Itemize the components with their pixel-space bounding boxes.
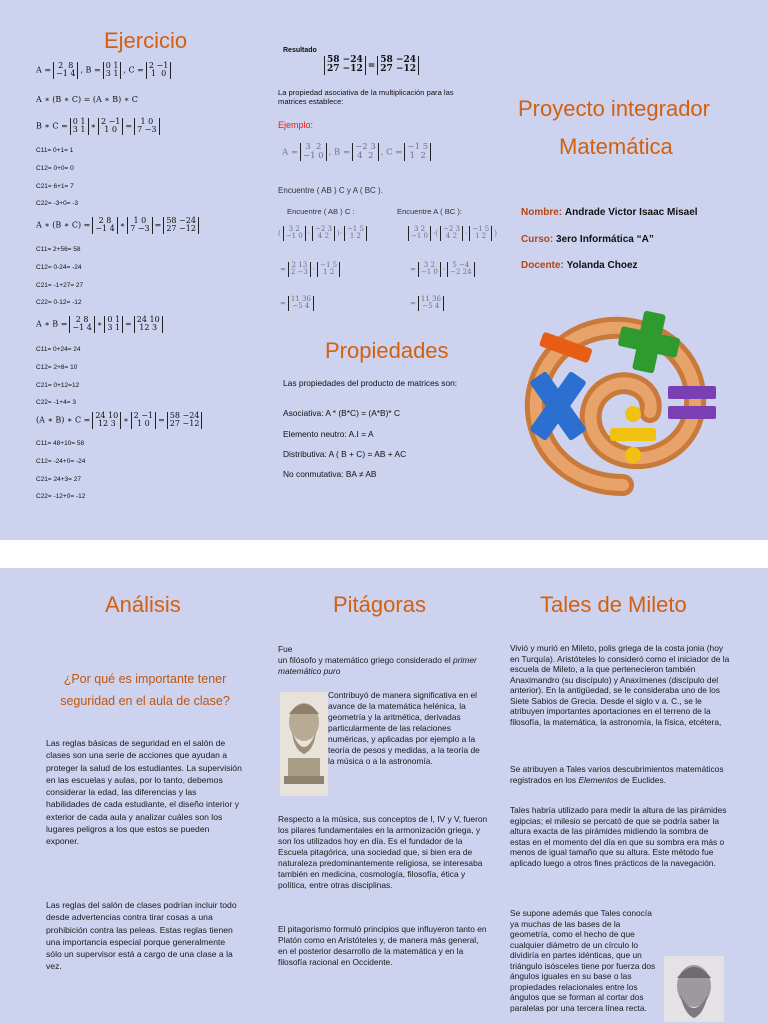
pitagoras-title: Pitágoras [333, 592, 426, 617]
step-line: C12= -24+0= -24 [36, 458, 86, 465]
pitagoras-intro-c: primer matemático puro [278, 655, 477, 676]
tales-p2-b: Elementos [578, 774, 619, 785]
step-line: C22= 0-12= -12 [36, 299, 82, 306]
pitagoras-intro-a: Fue [278, 644, 293, 654]
step-line: C11= 2+56= 58 [36, 246, 81, 253]
cover-title-line2: Matemática [559, 134, 673, 159]
nombre-row [521, 207, 698, 218]
associative-statement: A ∗ (B ∗ C) = (A ∗ B) ∗ C [36, 95, 138, 104]
analisis-title: Análisis [105, 592, 181, 617]
tales-paragraph-2 [510, 764, 730, 785]
resultado-equation: 58 −24 27 −12 = 58 −24 27 −12 [322, 56, 421, 75]
step-line: C21= 0+12=12 [36, 382, 80, 389]
example-matrices: A = 3 2 −1 0 , B = −2 3 4 2 , C = −1 5 1 2 [282, 143, 433, 161]
col2-label: Encuentre A ( BC ): [397, 207, 462, 216]
analisis-paragraph-2: Las reglas del salón de clases podrían incluir todo desde advertencias contra tirar cosas a una prohibición contra las peleas. Estas reglas tienen una importancia especial porque generalmente sólo un supervisor está a cargo de una clase a la vez. [46, 900, 237, 972]
step-line: C12= 2+8= 10 [36, 364, 78, 371]
pitagoras-paragraph-3: El pitagorismo formuló principios que influyeron tanto en Platón como en Aristóteles y, de manera más general, en el posterior desarrollo de la matemática y en la filosofía racional en Occidente. [278, 924, 487, 967]
docente-row [521, 260, 638, 271]
property-item: No conmutativa: BA ≠ AB [283, 469, 377, 479]
bc-product: B ∗ C = 0 1 3 1 ∗ 2 −1 1 0 = 1 0 7 −3 [36, 118, 162, 135]
docente-value: Yolanda Choez [566, 260, 638, 271]
resultado-label: Resultado [283, 47, 317, 54]
col1-step: ( 3 2 −1 0 · −2 3 4 2 )· −1 5 1 2 [278, 226, 369, 241]
step-line: C12= 0-24= -24 [36, 264, 82, 271]
analisis-question: ¿Por qué es importante tener seguridad en el aula de clase? [60, 672, 230, 708]
pitagoras-intro [278, 644, 490, 677]
property-item: Elemento neutro: A.I = A [283, 429, 374, 439]
step-line: C21= -1+27= 27 [36, 282, 84, 289]
encuentre-line: Encuentre ( AB ) C y A ( BC ). [278, 186, 383, 195]
propiedades-title: Propiedades [325, 338, 449, 363]
abc2-product: (A ∗ B) ∗ C = 24 10 12 3 ∗ 2 −1 1 0 = 58 −24 27 −12 [36, 412, 204, 429]
curso-value: 3ero Informática “A” [556, 234, 654, 245]
tales-title: Tales de Mileto [540, 592, 687, 617]
tales-p2-c: de Euclides. [618, 774, 666, 785]
cover-title-line1: Proyecto integrador [518, 96, 710, 121]
ejemplo-label: Ejemplo: [278, 120, 314, 130]
thales-bust-image [664, 956, 724, 1022]
col2-result: = 11 36 −5 4 [410, 296, 446, 311]
step-line: C22= -12+0= -12 [36, 493, 86, 500]
pitagoras-paragraph-2: Respecto a la música, sus conceptos de I, IV y V, fueron los pilares fundamentales en la armonización griega, y son los utilizados hoy en día. Es el fundador de la Escuela pitagórica, una sociedad que, si bien era de naturaleza predominantemente religiosa, se interesaba también en medicina, cosmología, filosofía, ética y política, entre otras disciplinas. [278, 814, 488, 890]
bottom-panel [0, 568, 768, 1024]
matrix-definitions: A = 2 8 −1 4 , B = 0 1 3 1 , C = 2 −1 1 0 [36, 62, 173, 79]
curso-row [521, 234, 654, 245]
step-line: C22= -1+4= 3 [36, 399, 76, 406]
step-line: C22= -3+0= -3 [36, 200, 79, 207]
property-item: Asociativa: A * (B*C) = (A*B)* C [283, 408, 401, 418]
step-line: C11= 48+10= 58 [36, 440, 85, 447]
tales-p2-a: Se atribuyen a Tales varios descubrimientos matemáticos registrados en los [510, 764, 724, 785]
docente-label: Docente: [521, 260, 564, 271]
property-item: Distributiva: A ( B + C) = AB + AC [283, 449, 407, 459]
nombre-value: Andrade Victor Isaac Misael [564, 207, 698, 218]
step-line: C12= 0+0= 0 [36, 165, 74, 172]
step-line: C21= 6+1= 7 [36, 183, 74, 190]
tales-paragraph-3: Tales habría utilizado para medir la altura de las pirámides egipcias; el milesio se percató de que se podría saber la altura exacta de las pirámides midiendo la sombra de estas en el momento del día en que su sombra era más o menos de igual tamaño que su altura. Este método fue aplicado luego a otros fines prácticos de la navegación. [510, 805, 727, 868]
step-line: C21= 24+3= 27 [36, 476, 81, 483]
col2-step: 3 2 −1 0 ·( −2 3 4 2 · −1 5 1 2 ) [406, 226, 497, 241]
col1-result: = 11 36 −5 4 [280, 296, 316, 311]
curso-label: Curso: [521, 234, 554, 245]
step-line: C11= 0+24= 24 [36, 346, 81, 353]
pythagoras-bust-image [280, 692, 328, 796]
pitagoras-paragraph-1: Contribuyó de manera significativa en el avance de la matemática helénica, la geometría y la aritmética, derivadas particularmente de las relaciones numéricas, y aplicadas por ejemplo a la teoría de pesos y medidas, a la teoría de la música o a la astronomía. [328, 690, 480, 766]
col2-step: = 3 2 −1 0 · 5 −4 −2 24 [410, 262, 477, 277]
col1-label: Encuentre ( AB ) C : [287, 207, 355, 216]
col1-step: = 2 13 2 −3 · −1 5 1 2 [280, 262, 342, 277]
ejercicio-title: Ejercicio [104, 28, 188, 53]
analisis-paragraph-1: Las reglas básicas de seguridad en el salón de clases son una serie de acciones que ayudan a proteger la salud de los estudiantes. La supervisión en las escuelas y aulas, por lo tanto, debemos considerar la edad, las diferencias y las habilidades de cada estudiante, el diseño interior y exterior de cada aula y analizar cuáles son los lugares peligros a los que estos se pueden exponer. [46, 738, 242, 847]
math-symbols-illustration [518, 300, 723, 500]
ab-product: A ∗ B = 2 8 −1 4 ∗ 0 1 3 1 = 24 10 12 3 [36, 316, 165, 333]
tales-paragraph-4: Se supone además que Tales conocía ya muchas de las bases de la geometría, como el hecho de que cualquier diámetro de un círculo lo dividiría en partes idénticas, que un triángulo isósceles tiene por fuerza dos ángulos iguales en su base o las propiedades relacionales entre los ángulos que se forman al cortar dos paralelas por una tercera línea recta. [510, 908, 656, 1013]
propiedades-intro: Las propiedades del producto de matrices son: [283, 378, 458, 388]
step-line: C11= 0+1= 1 [36, 147, 74, 154]
assoc-description: La propiedad asociativa de la multiplicación para las matrices establece: [278, 88, 454, 106]
nombre-label: Nombre: [521, 207, 563, 218]
abc-product: A ∗ (B ∗ C) = 2 8 −1 4 ∗ 1 0 7 −3 = 58 −24 27 −12 [36, 217, 201, 234]
tales-paragraph-1: Vivió y murió en Mileto, polis griega de la costa jonia (hoy en Turquía). Aristóteles lo consideró como el iniciador de la escuela de Mileto, a la que pertenecieron también Anaximandro (su discípulo) y Anaxímenes (discípulo del anterior). En la antigüedad, se le consideraba uno de los Siete Sabios de Grecia. Desde el siglo v a. C., se le atribuyen importantes aportaciones en el terreno de la filosofía, la matemática, la astronomía, la física, etcétera, [510, 643, 730, 727]
pitagoras-intro-b: un filósofo y matemático griego considerado el [278, 655, 451, 665]
